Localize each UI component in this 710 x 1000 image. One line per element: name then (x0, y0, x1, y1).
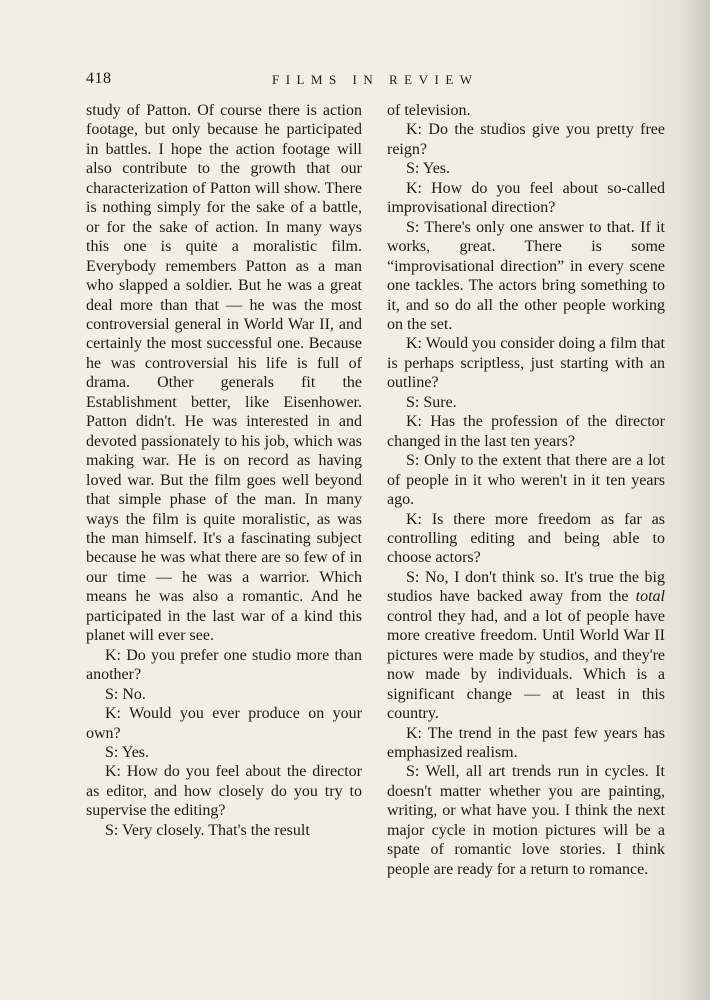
text-run: control they had, and a lot of people have more creative freedom. Until World War II pictures were made by studios, and they're now made by individuals. Which is a significant change — at least in this country. (387, 607, 665, 723)
running-title: FILMS IN REVIEW (272, 72, 479, 87)
paragraph: of television. (387, 102, 471, 119)
interview-line: S: Very closely. That's the result (105, 821, 310, 839)
interview-line: K: Would you consider doing a film that is perhaps scriptless, just starting with an outline? (387, 335, 665, 392)
paragraph: study of Patton. Of course there is action footage, but only because he participated in battles. I hope the action footage will also contribute to the growth that our characterization of Patton will show. There is nothing simply for the sake of a battle, or for the sake of action. In many ways this one is quite a moralistic film. Everybody remembers Patton as a man who slapped a soldier. But he was a great deal more than that — he was the most controversial general in World War II, and certainly the most successful one. Because he was controversial his life is full of drama. Other generals fit the Establishment better, like Eisenhower. Patton didn't. He was interested in and devoted passionately to his job, which was making war. He is on record as having loved war. But the film goes well beyond that simple phase of the man. In many ways the film is quite moralistic, as was the man himself. It's a fascinating subject because he was what there are so few of in our time — he was a warrior. Which means he was also a romantic. And he participated in the last war of a kind this planet will ever see. (86, 102, 362, 645)
page-header (86, 70, 666, 94)
page-number: 418 (86, 70, 112, 87)
interview-line: S: No. (105, 685, 146, 703)
interview-line: S: Well, all art trends run in cycles. It doesn't matter whether you are painting, writing, or what have you. I think the next major cycle in motion pictures will be a spate of romantic love stories. I think people are ready for a return to romance. (387, 763, 665, 878)
interview-line: S: There's only one answer to that. If it works, great. There is some “improvisational direction” in every scene one tackles. The actors bring something to it, and so do all the other people working on the set. (387, 218, 665, 333)
interview-line: K: Has the profession of the director changed in the last ten years? (387, 413, 665, 450)
interview-line: K: The trend in the past few years has emphasized realism. (387, 724, 665, 761)
emphasis-text: total (635, 588, 665, 606)
interview-line: K: Would you ever produce on your own? (86, 705, 362, 742)
right-column (387, 101, 665, 879)
interview-line: K: Do the studios give you pretty free reign? (387, 121, 665, 158)
interview-line: K: Do you prefer one studio more than another? (86, 646, 362, 684)
interview-line: K: How do you feel about so-called improvisational direction? (387, 179, 665, 217)
interview-line (387, 568, 665, 724)
interview-line: S: Yes. (105, 743, 150, 761)
interview-line: S: Sure. (406, 393, 457, 411)
interview-line: K: Is there more freedom as far as controlling editing and being able to choose actors? (387, 510, 665, 567)
interview-line: S: Only to the extent that there are a lot of people in it who weren't in it ten years ago. (387, 452, 665, 509)
interview-line: S: Yes. (406, 160, 451, 178)
interview-line: K: How do you feel about the director as editor, and how closely do you try to supervise the editing? (86, 763, 362, 820)
text-run: S: No, I don't think so. It's true the big studios have backed away from the (387, 568, 665, 606)
left-column (86, 101, 362, 840)
